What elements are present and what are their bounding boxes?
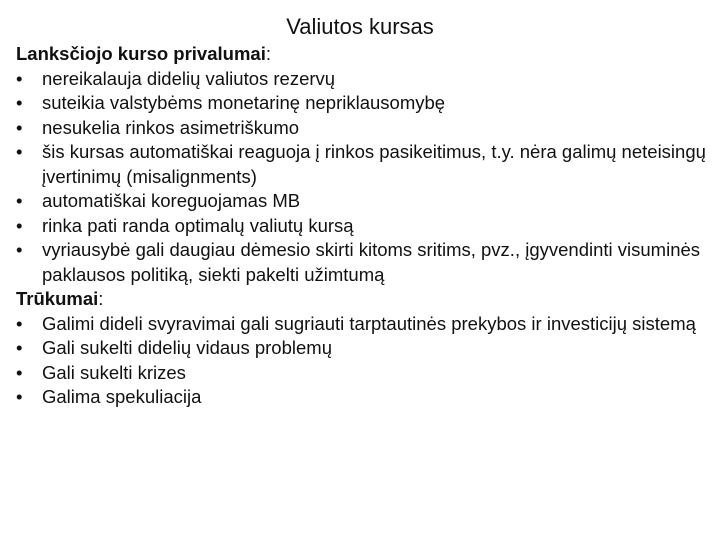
- list-item-text: nereikalauja didelių valiutos rezervų: [42, 67, 336, 89]
- list-item: [16, 385, 706, 410]
- heading-colon: :: [98, 288, 104, 309]
- list-item: [16, 116, 706, 141]
- slide-title: Valiutos kursas: [286, 14, 434, 39]
- list-item-text: Gali sukelti didelių vidaus problemų: [42, 337, 332, 358]
- bullet-icon: •: [16, 67, 23, 89]
- heading-colon: :: [265, 43, 271, 64]
- list-item: [16, 67, 706, 92]
- list-item-text: suteikia valstybėms monetarinę nepriklausomybę: [42, 92, 446, 113]
- list-item: [16, 214, 706, 239]
- section-heading-advantages: [16, 42, 706, 67]
- list-item: [16, 189, 706, 214]
- heading-text: Trūkumai: [16, 288, 99, 309]
- bullet-icon: •: [16, 214, 23, 236]
- list-item-text: Galima spekuliacija: [42, 386, 202, 407]
- list-item-text: Galimi dideli svyravimai gali sugriauti tarptautinės prekybos ir investicijų sistemą: [42, 312, 696, 334]
- bullet-icon: •: [16, 361, 23, 383]
- bullet-icon: •: [16, 337, 23, 358]
- list-item-text: šis kursas automatiškai reaguoja į rinkos pasikeitimus, t.y. nėra galimų neteisingų įvertinimų (misalignments): [42, 141, 706, 187]
- bullet-icon: •: [16, 141, 23, 162]
- heading-text: Lanksčiojo kurso privalumai: [16, 43, 266, 64]
- list-item-text: nesukelia rinkos asimetriškumo: [42, 116, 300, 138]
- list-item: [16, 336, 706, 361]
- list-item: [16, 91, 706, 116]
- section-heading-disadvantages: [16, 287, 706, 312]
- list-item: [16, 312, 706, 337]
- advantages-list: [16, 67, 706, 288]
- disadvantages-list: [16, 312, 706, 410]
- list-item-text: Gali sukelti krizes: [42, 361, 186, 383]
- bullet-icon: •: [16, 239, 23, 260]
- list-item: [16, 238, 706, 287]
- list-item-text: rinka pati randa optimalų valiutų kursą: [42, 214, 354, 236]
- bullet-icon: •: [16, 116, 23, 138]
- bullet-icon: •: [16, 190, 23, 211]
- list-item: [16, 140, 706, 189]
- slide-content: [16, 42, 706, 410]
- list-item: [16, 361, 706, 386]
- list-item-text: vyriausybė gali daugiau dėmesio skirti kitoms sritims, pvz., įgyvendinti visuminės paklausos politiką, siekti pakelti užimtumą: [42, 239, 701, 285]
- bullet-icon: •: [16, 386, 23, 407]
- list-item-text: automatiškai koreguojamas MB: [42, 190, 301, 211]
- bullet-icon: •: [16, 92, 23, 113]
- bullet-icon: •: [16, 312, 23, 334]
